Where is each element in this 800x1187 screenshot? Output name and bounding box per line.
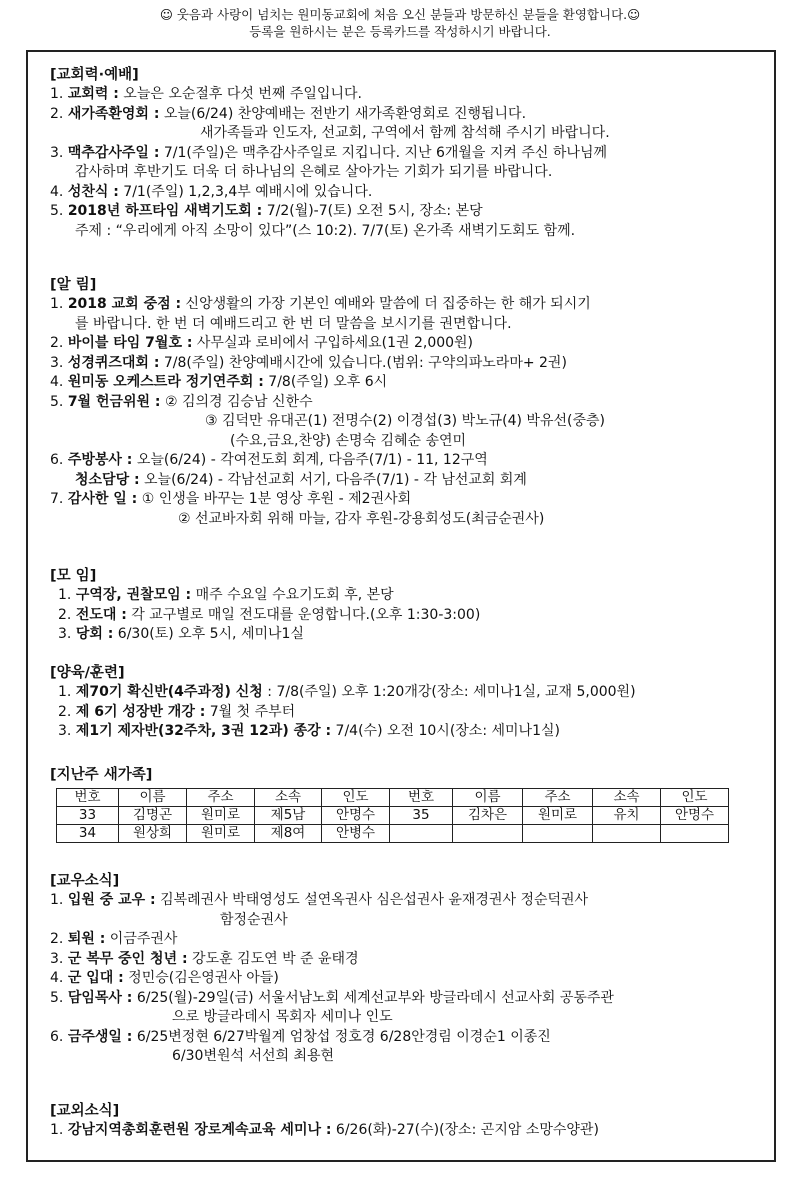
table-row	[57, 825, 729, 843]
list-item: 1. 교회력 : 오늘은 오순절후 다섯 번째 주일입니다.	[50, 86, 362, 102]
column-header: 소속	[255, 789, 322, 807]
list-item-continued: ② 선교바자회 위해 마늘, 감자 후원-강용회성도(최금순권사)	[178, 510, 545, 527]
list-item: 2. 바이블 타임 7월호 : 사무실과 로비에서 구입하세요(1권 2,000원)	[50, 335, 474, 351]
training-section	[50, 664, 770, 742]
list-item: 4. 성찬식 : 7/1(주일) 1,2,3,4부 예배시에 있습니다.	[50, 183, 373, 200]
welcome-line: ☺ 웃음과 사랑이 넘치는 원미동교회에 처음 오신 분들과 방문하신 분들을 환영합니다.☺	[159, 7, 641, 22]
table-cell: 원상희	[119, 825, 187, 843]
worship-section	[50, 66, 770, 241]
list-item: 3. 성경퀴즈대회 : 7/8(주일) 찬양예배시간에 있습니다.(범위: 구약의파노라마+ 2권)	[50, 354, 567, 371]
list-item: 5. 담임목사 : 6/25(월)-29일(금) 서울서남노회 세계선교부와 방글라데시 선교사회 공동주관	[50, 989, 614, 1006]
list-item: 4. 원미동 오케스트라 정기연주회 : 7/8(주일) 오후 6시	[50, 374, 388, 390]
column-header: 번호	[57, 789, 119, 807]
table-cell	[523, 825, 593, 843]
column-header: 번호	[390, 789, 453, 807]
column-header: 주소	[187, 789, 255, 807]
table-cell: 제5남	[255, 807, 322, 825]
list-item-continued: (수요,금요,찬양) 손명숙 김혜순 송연미	[230, 432, 467, 449]
list-item: 3. 제1기 제자반(32주차, 3권 12과) 종강 : 7/4(수) 오전 10시(장소: 세미나1실)	[58, 723, 560, 739]
section-title: [양육/훈련]	[50, 665, 125, 681]
notice-section	[50, 276, 770, 529]
gathering-section	[50, 567, 770, 645]
list-item: 3. 군 복무 중인 청년 : 강도훈 김도연 박 준 윤태경	[50, 950, 359, 967]
list-item: 1. 구역장, 권찰모임 : 매주 수요일 수요기도회 후, 본당	[58, 587, 394, 603]
table-cell: 안병수	[322, 825, 390, 843]
column-header: 인도	[322, 789, 390, 807]
table-cell	[453, 825, 523, 843]
list-item-continued: 감사하며 후반기도 더욱 더 하나님의 은혜로 살아가는 기회가 되기를 바랍니다.	[75, 164, 553, 180]
table-cell	[661, 825, 729, 843]
bulletin-header	[0, 6, 800, 40]
table-cell: 원미로	[187, 807, 255, 825]
list-item: 1. 제70기 확신반(4주과정) 신청 : 7/8(주일) 오후 1:20개강(장소: 세미나1실, 교재 5,000원)	[58, 684, 636, 700]
list-item: 2. 전도대 : 각 교구별로 매일 전도대를 운영합니다.(오후 1:30-3:00)	[58, 606, 481, 623]
section-title: [교회력·예배]	[50, 67, 139, 83]
list-item: 1. 입원 중 교우 : 김복례권사 박태영성도 설연옥권사 심은섭권사 윤재경권사 정순덕권사	[50, 892, 589, 908]
section-title: [교우소식]	[50, 873, 120, 889]
table-cell: 33	[57, 807, 119, 825]
table-cell: 안명수	[322, 807, 390, 825]
table-cell: 안명수	[661, 807, 729, 825]
list-item: 5. 2018년 하프타임 새벽기도회 : 7/2(월)-7(토) 오전 5시, 장소: 본당	[50, 203, 483, 219]
table-cell: 김차은	[453, 807, 523, 825]
section-title: [교외소식]	[50, 1103, 120, 1119]
list-item: 5. 7월 헌금위원 : ② 김의경 김승남 신한수	[50, 393, 313, 410]
list-item: 7. 감사한 일 : ① 인생을 바꾸는 1분 영상 후원 - 제2권사회	[50, 491, 412, 507]
list-item: 3. 맥추감사주일 : 7/1(주일)은 맥추감사주일로 지킵니다. 지난 6개월을 지켜 주신 하나님께	[50, 144, 607, 161]
table-cell: 34	[57, 825, 119, 843]
list-item: 2. 제 6기 성장반 개강 : 7월 첫 주부터	[58, 703, 296, 720]
list-item-continued: 으로 방글라데시 목회자 세미나 인도	[172, 1009, 393, 1025]
table-header-row	[57, 789, 729, 807]
list-item: 6. 금주생일 : 6/25변정현 6/27박월계 엄창섭 정호경 6/28안경림 이경순1 이종진	[50, 1028, 551, 1045]
list-item-continued: 주제 : “우리에게 아직 소망이 있다”(스 10:2). 7/7(토) 온가족 새벽기도회도 함께.	[75, 222, 576, 239]
list-item: 4. 군 입대 : 정민승(김은영권사 아들)	[50, 970, 279, 986]
newfamily-table	[56, 788, 729, 843]
table-cell: 유치	[593, 807, 661, 825]
column-header: 이름	[119, 789, 187, 807]
list-item: 2. 새가족환영회 : 오늘(6/24) 찬양예배는 전반기 새가족환영회로 진행됩니다.	[50, 105, 527, 122]
column-header: 인도	[661, 789, 729, 807]
table-cell: 원미로	[187, 825, 255, 843]
table-cell: 원미로	[523, 807, 593, 825]
registration-line: 등록을 원하시는 분은 등록카드를 작성하시기 바랍니다.	[249, 24, 551, 39]
column-header: 주소	[523, 789, 593, 807]
list-item: 3. 당회 : 6/30(토) 오후 5시, 세미나1실	[58, 626, 304, 642]
list-item-continued: 함정순권사	[220, 911, 288, 928]
column-header: 이름	[453, 789, 523, 807]
table-cell: 김명곤	[119, 807, 187, 825]
list-item: 1. 2018 교회 중점 : 신앙생활의 가장 기본인 예배와 말씀에 더 집중하는 한 해가 되시기	[50, 296, 591, 312]
newfamily-section	[50, 766, 770, 843]
list-item-continued: 를 바랍니다. 한 번 더 예배드리고 한 번 더 말씀을 보시기를 권면합니다.	[75, 315, 512, 332]
list-item-continued: ③ 김덕만 유대곤(1) 전명수(2) 이경섭(3) 박노규(4) 박유선(중층)	[205, 413, 605, 429]
section-title: [알 림]	[50, 277, 97, 293]
list-item: 1. 강남지역총회훈련원 장로계속교육 세미나 : 6/26(화)-27(수)(장소: 곤지암 소망수양관)	[50, 1122, 599, 1138]
table-cell	[593, 825, 661, 843]
section-title: [지난주 새가족]	[50, 767, 153, 783]
list-item: 6. 주방봉사 : 오늘(6/24) - 각여전도회 회계, 다음주(7/1) - 11, 12구역	[50, 452, 488, 468]
table-cell: 제8여	[255, 825, 322, 843]
external-section	[50, 1102, 770, 1141]
list-item-continued: 6/30변원석 서선희 최용현	[172, 1048, 335, 1064]
list-item: 청소담당 : 오늘(6/24) - 각남선교회 서기, 다음주(7/1) - 각 남선교회 회계	[75, 471, 527, 488]
column-header: 소속	[593, 789, 661, 807]
members-section	[50, 872, 770, 1067]
table-cell: 35	[390, 807, 453, 825]
list-item: 2. 퇴원 : 이금주권사	[50, 931, 178, 947]
list-item-continued: 새가족들과 인도자, 선교회, 구역에서 함께 참석해 주시기 바랍니다.	[200, 125, 610, 141]
table-cell	[390, 825, 453, 843]
section-title: [모 임]	[50, 568, 97, 584]
table-row	[57, 807, 729, 825]
